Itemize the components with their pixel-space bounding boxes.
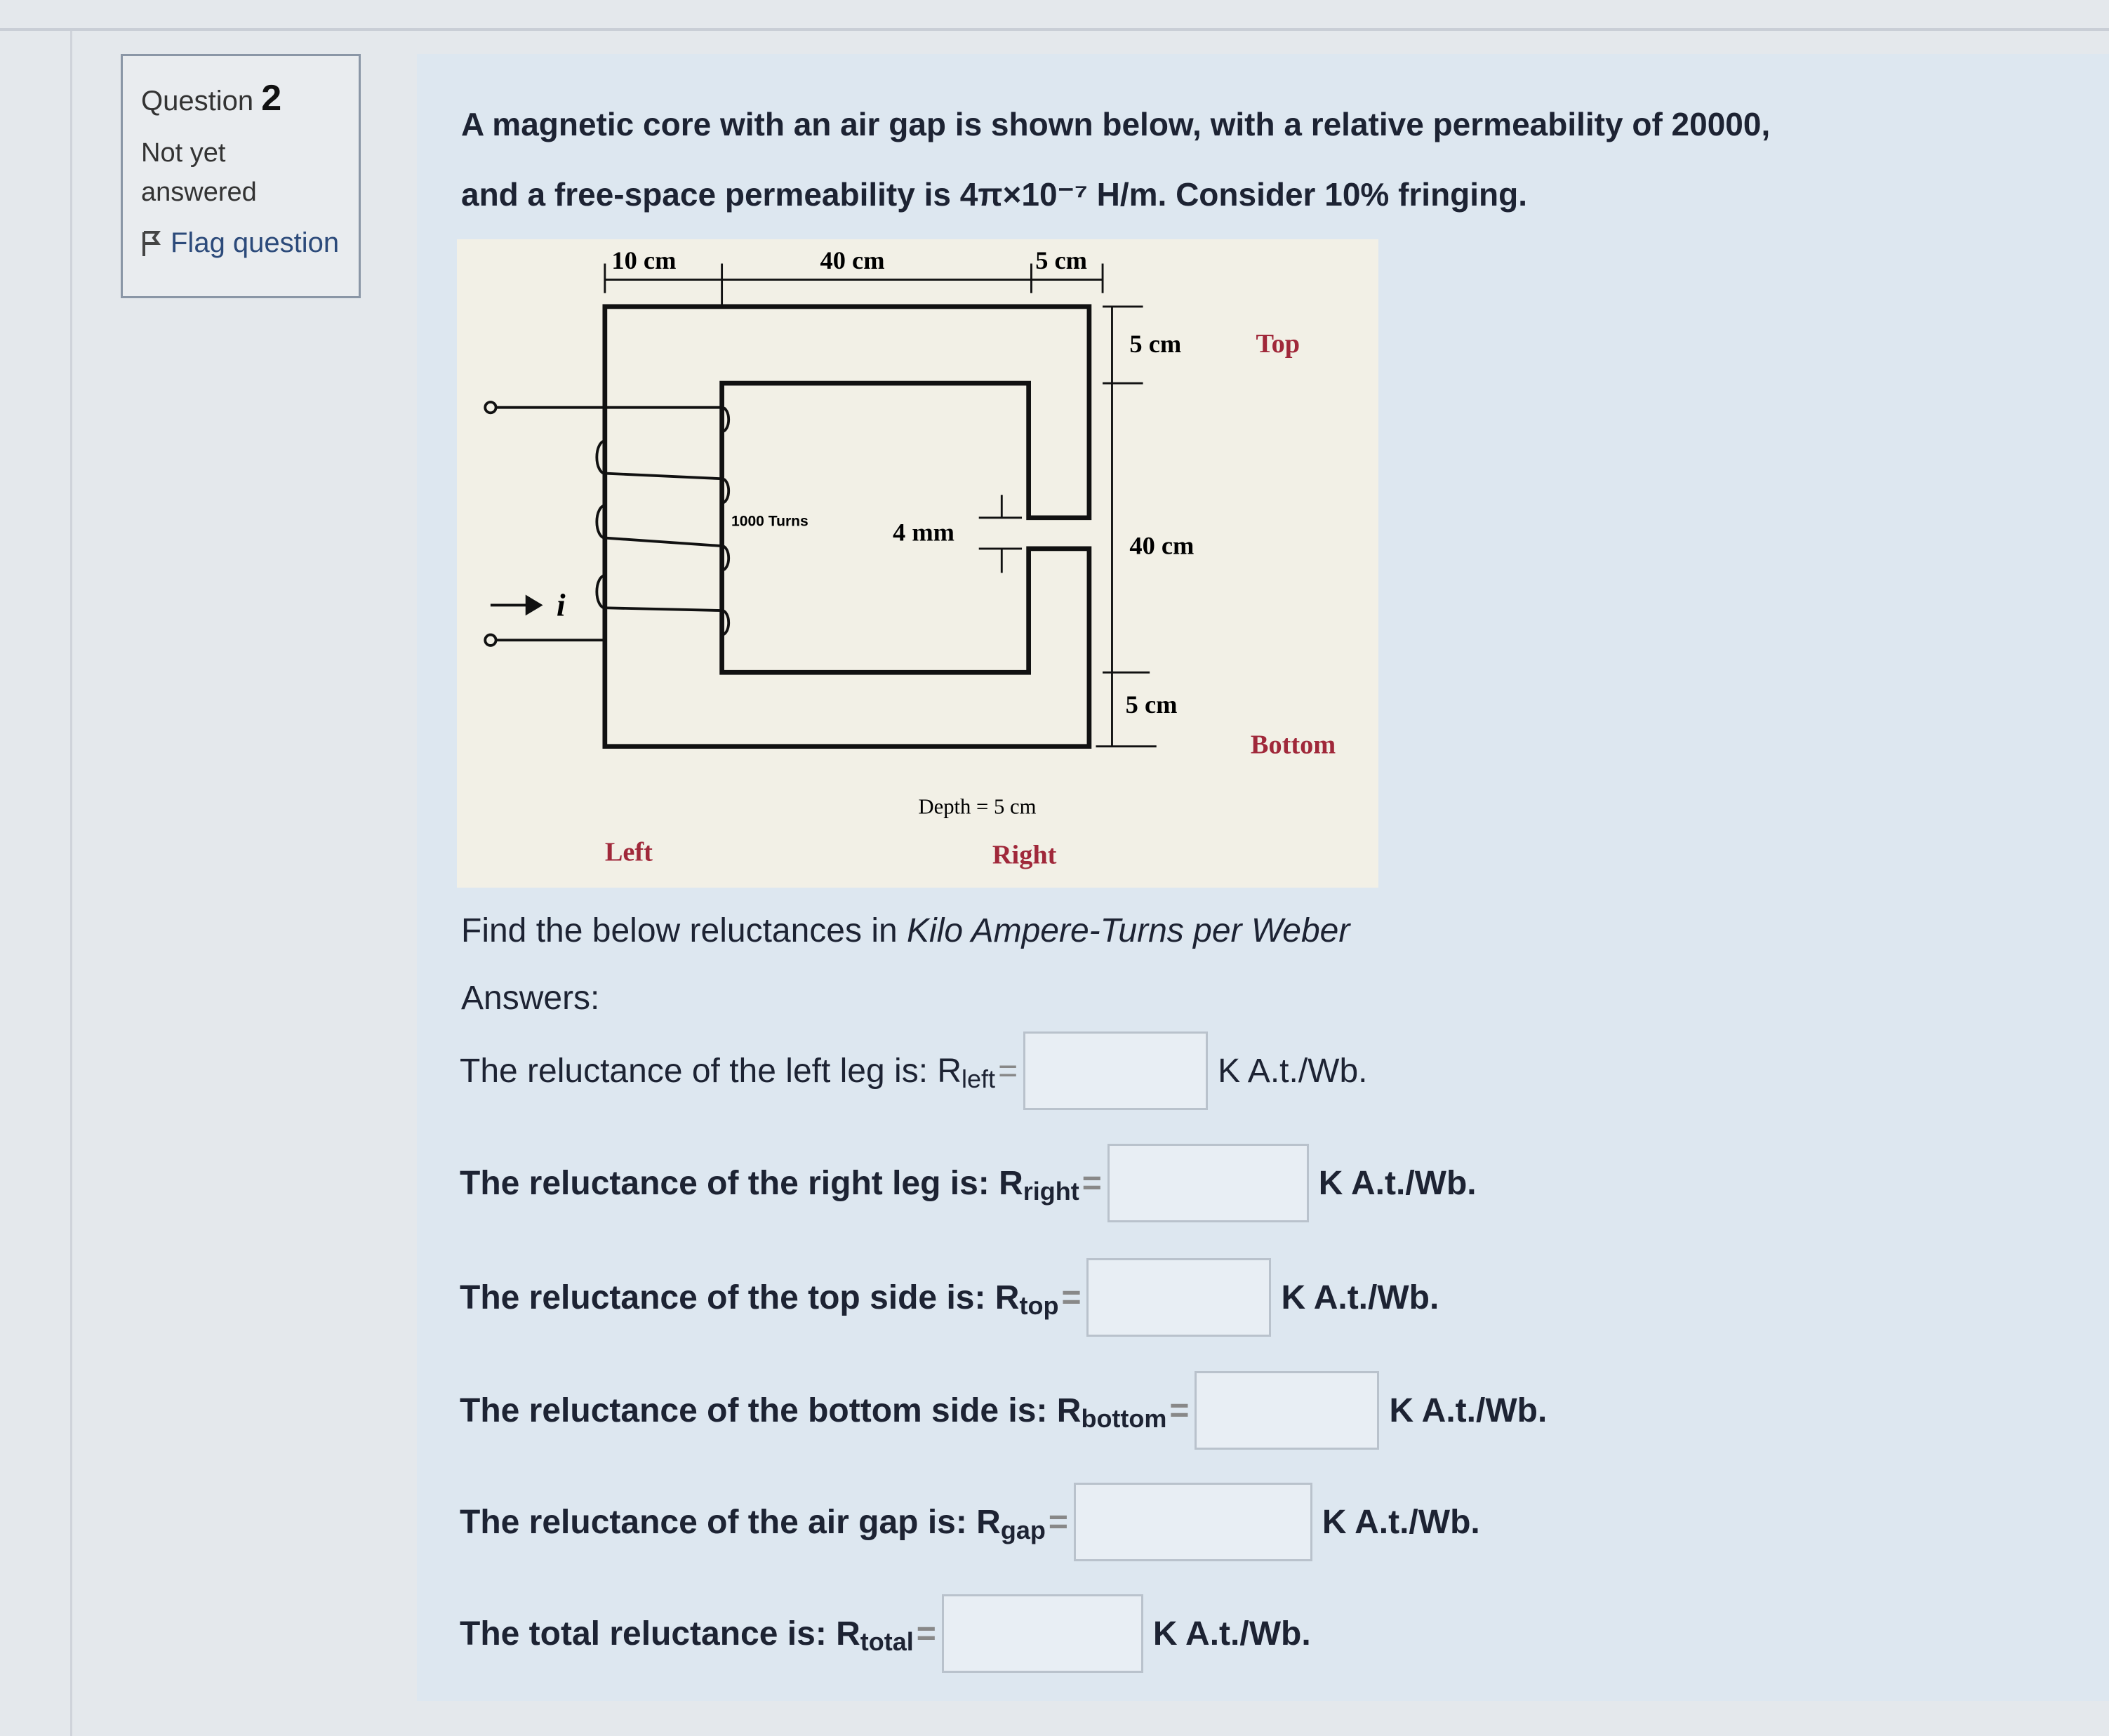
page-top-border xyxy=(0,28,2109,31)
unit-label: K A.t./Wb. xyxy=(1281,1278,1439,1316)
reluctance-total-input[interactable] xyxy=(942,1594,1143,1673)
question-text xyxy=(461,89,1770,229)
gap-label: 4 mm xyxy=(893,518,955,547)
row-subscript: top xyxy=(1019,1291,1059,1320)
dim-left-width: 10 cm xyxy=(611,246,677,275)
answer-row-total xyxy=(460,1594,1311,1673)
answer-row-bottom xyxy=(460,1371,1547,1450)
equals-sign: = xyxy=(916,1615,936,1652)
equals-sign: = xyxy=(1082,1164,1102,1202)
reluctance-bottom-input[interactable] xyxy=(1195,1371,1379,1450)
label-top: Top xyxy=(1256,329,1300,359)
flag-question-link[interactable] xyxy=(141,227,340,259)
label-right: Right xyxy=(992,840,1057,870)
question-label: Question xyxy=(141,86,254,116)
dim-bottom: 5 cm xyxy=(1125,690,1178,719)
flag-icon xyxy=(141,229,161,258)
equals-sign: = xyxy=(1061,1278,1082,1316)
dim-window-width: 40 cm xyxy=(820,246,885,275)
page-left-border xyxy=(70,31,72,1736)
answer-row-top xyxy=(460,1258,1439,1337)
dim-right-width: 5 cm xyxy=(1035,246,1088,275)
question-text-line1: A magnetic core with an air gap is shown below, with a relative permeability of 20000, xyxy=(461,106,1771,142)
answer-row-right xyxy=(460,1144,1477,1222)
question-number xyxy=(141,77,340,119)
question-content-panel xyxy=(417,54,2109,1701)
row-label: The reluctance of the top side is: R xyxy=(460,1278,1020,1316)
unit-label: K A.t./Wb. xyxy=(1389,1391,1548,1429)
row-label: The reluctance of the right leg is: R xyxy=(460,1164,1023,1202)
flag-question-label: Flag question xyxy=(171,227,340,258)
label-bottom: Bottom xyxy=(1250,730,1336,760)
magnetic-core-diagram xyxy=(457,239,1378,888)
question-info-box xyxy=(121,54,361,298)
turns-label: 1000 Turns xyxy=(731,513,809,530)
gap-dimension xyxy=(979,495,1022,573)
reluctance-left-input[interactable] xyxy=(1023,1031,1208,1110)
instruction-text xyxy=(461,912,1350,950)
row-label: The total reluctance is: R xyxy=(460,1615,860,1652)
reluctance-gap-input[interactable] xyxy=(1074,1483,1312,1561)
depth-label: Depth = 5 cm xyxy=(918,794,1037,819)
row-label: The reluctance of the left leg is: R xyxy=(460,1052,962,1090)
reluctance-top-input[interactable] xyxy=(1086,1258,1271,1337)
dim-window-height: 40 cm xyxy=(1129,531,1195,560)
equals-sign: = xyxy=(1169,1391,1190,1429)
unit-label: K A.t./Wb. xyxy=(1152,1615,1311,1652)
instruction-prefix: Find the below reluctances in xyxy=(461,912,907,949)
row-subscript: gap xyxy=(1000,1516,1046,1544)
answers-label: Answers: xyxy=(461,980,600,1017)
answer-row-left xyxy=(460,1031,1368,1110)
answer-row-gap xyxy=(460,1483,1480,1561)
label-left: Left xyxy=(604,837,653,867)
row-label: The reluctance of the bottom side is: R xyxy=(460,1391,1082,1429)
row-subscript: left xyxy=(962,1064,996,1093)
current-label: i xyxy=(556,587,566,623)
row-subscript: bottom xyxy=(1081,1404,1167,1433)
row-subscript: right xyxy=(1023,1177,1079,1206)
row-label: The reluctance of the air gap is: R xyxy=(460,1503,1001,1541)
right-dimension-line xyxy=(1096,307,1156,747)
question-number-value: 2 xyxy=(261,78,282,119)
reluctance-right-input[interactable] xyxy=(1107,1144,1309,1222)
core-outline xyxy=(605,307,1089,747)
dim-top: 5 cm xyxy=(1129,330,1182,359)
unit-label: K A.t./Wb. xyxy=(1322,1503,1480,1541)
question-text-line2: and a free-space permeability is 4π×10⁻⁷ H/m. Consider 10% fringing. xyxy=(461,176,1528,213)
row-subscript: total xyxy=(860,1627,914,1656)
unit-label: K A.t./Wb. xyxy=(1318,1164,1477,1202)
equals-sign: = xyxy=(998,1052,1018,1090)
current-arrow-icon xyxy=(491,597,540,613)
unit-label: K A.t./Wb. xyxy=(1218,1052,1368,1090)
instruction-units: Kilo Ampere-Turns per Weber xyxy=(907,912,1350,949)
question-status: Not yet answered xyxy=(141,138,257,207)
equals-sign: = xyxy=(1048,1503,1068,1541)
